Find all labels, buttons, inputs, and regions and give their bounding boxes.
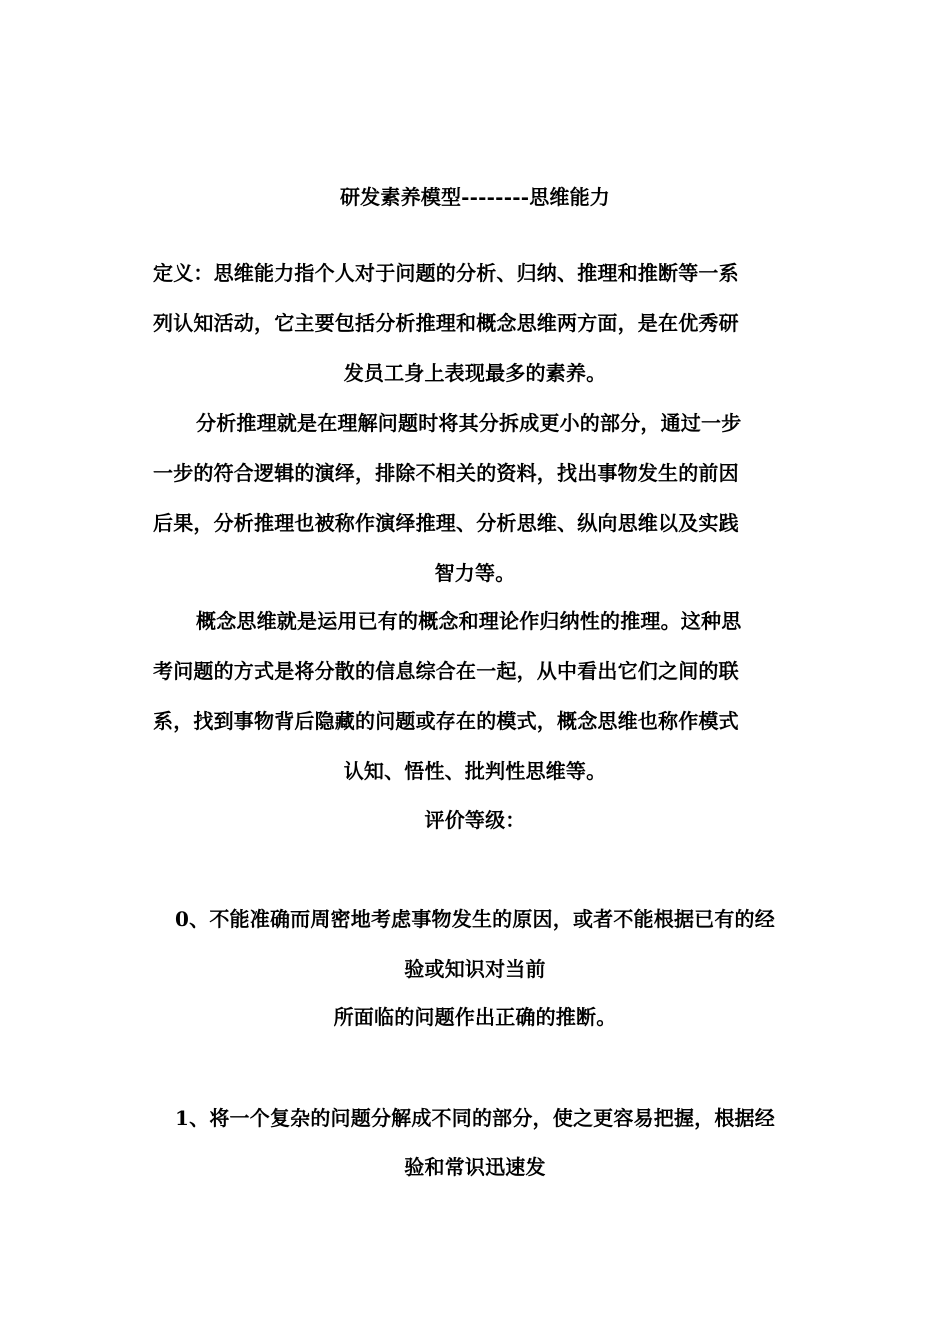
definition-line-1: 定义：思维能力指个人对于问题的分析、归纳、推理和推断等一系 — [153, 261, 739, 285]
analysis-line-2: 一步的符合逻辑的演绎，排除不相关的资料，找出事物发生的前因 — [153, 461, 739, 485]
level-0-line-1: 0、不能准确而周密地考虑事物发生的原因，或者不能根据已有的经 — [175, 907, 775, 931]
rating-heading: 评价等级： — [424, 808, 526, 832]
concept-line-1: 概念思维就是运用已有的概念和理论作归纳性的推理。这种思 — [196, 609, 742, 633]
definition-line-2: 列认知活动，它主要包括分析推理和概念思维两方面，是在优秀研 — [153, 311, 739, 335]
concept-line-3: 系，找到事物背后隐藏的问题或存在的模式，概念思维也称作模式 — [153, 709, 739, 733]
level-1-line-1: 1、将一个复杂的问题分解成不同的部分，使之更容易把握，根据经 — [175, 1106, 775, 1130]
level-0-line-3: 所面临的问题作出正确的推断。 — [333, 1005, 617, 1029]
analysis-line-4: 智力等。 — [434, 561, 516, 585]
concept-line-2: 考问题的方式是将分散的信息综合在一起，从中看出它们之间的联 — [153, 659, 739, 683]
document-title: 研发素养模型--------思维能力 — [339, 185, 610, 209]
level-1-line-2: 验和常识迅速发 — [404, 1155, 546, 1179]
analysis-line-3: 后果，分析推理也被称作演绎推理、分析思维、纵向思维以及实践 — [153, 511, 739, 535]
definition-line-3: 发员工身上表现最多的素养。 — [343, 361, 607, 385]
analysis-line-1: 分析推理就是在理解问题时将其分拆成更小的部分，通过一步 — [196, 411, 742, 435]
level-0-line-2: 验或知识对当前 — [404, 957, 546, 981]
concept-line-4: 认知、悟性、批判性思维等。 — [343, 759, 607, 783]
